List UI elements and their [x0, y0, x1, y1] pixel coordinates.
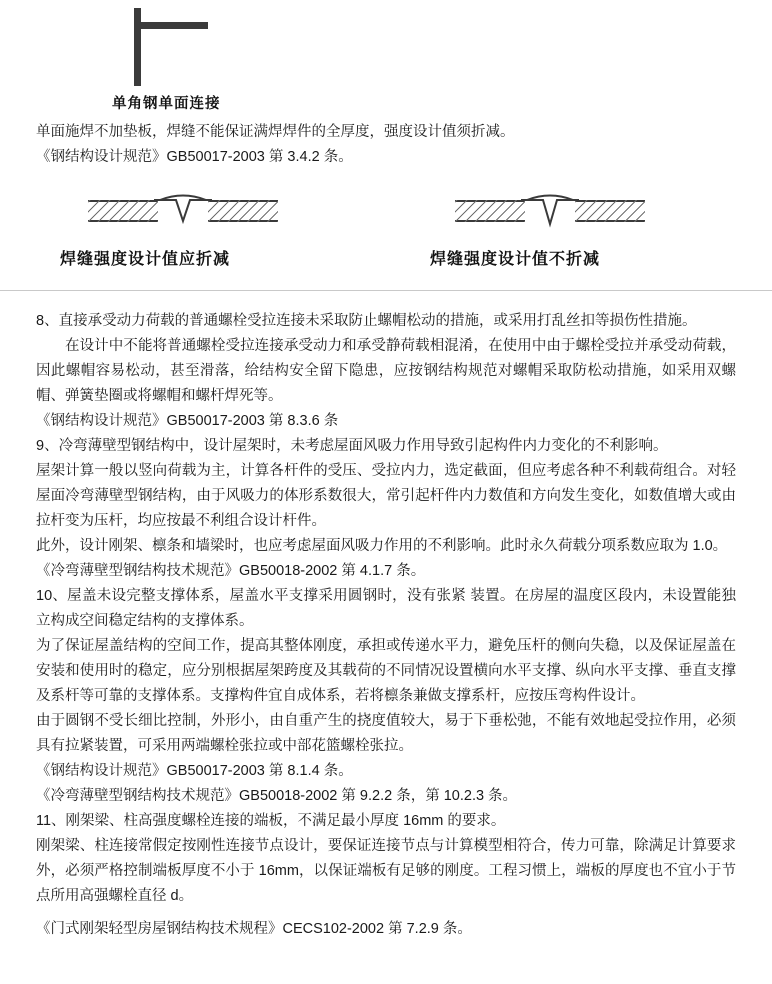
intro-line-1: 单面施焊不加垫板，焊缝不能保证满焊焊件的全厚度，强度设计值须折减。: [36, 124, 515, 140]
item-10-para-1: 为了保证屋盖结构的空间工作，提高其整体刚度，承担或传递水平力，避免压杆的侧向失稳，以及保证屋盖在安装和使用时的稳定，应分别根据屋架跨度及其载荷的不同情况设置横向水平支撑、纵向水平支撑、垂直支撑及系杆等可靠的支撑体系。支撑构件宜自成体系，若将檩条兼做支撑系杆，应按压弯构件设计。: [36, 638, 736, 704]
item-9-para-2: 此外，设计刚架、檩条和墙梁时，也应考虑屋面风吸力作用的不利影响。此时永久荷载分项系数应取为 1.0。: [36, 538, 728, 554]
item-11-para-1: 刚架梁、柱连接常假定按刚性连接节点设计，要保证连接节点与计算模型相符合，传力可靠，除满足计算要求外，必须严格控制端板厚度不小于 16mm，以保证端板有足够的刚度。工程习惯上，端板的厚度也不宜小于节点所用高强螺栓直径 d。: [36, 838, 736, 904]
weld-drawing-left: [88, 184, 278, 244]
item-10-ref-2: 《冷弯薄壁型钢结构技术规范》GB50018-2002 第 9.2.2 条，第 10.2.3 条。: [36, 788, 518, 804]
angle-horizontal-leg: [134, 22, 208, 29]
item-11-ref-1: 《门式刚架轻型房屋钢结构技术规程》CECS102-2002 第 7.2.9 条。: [36, 921, 472, 937]
figure-single-angle-connection: [0, 0, 772, 120]
figure1-caption: 单角钢单面连接: [112, 96, 221, 112]
weld-groove-shape-2: [513, 188, 587, 228]
item-8-para-1: 在设计中不能将普通螺栓受拉连接承受动力和承受静荷载相混淆，在使用中由于螺栓受拉并承受动荷载，因此螺帽容易松动，甚至滑落，给结构安全留下隐患，应按钢结构规范对螺帽采取防松动措施，如采用双螺帽、弹簧垫圈或将螺帽和螺杆焊死等。: [36, 338, 736, 404]
item-9-para-1: 屋架计算一般以竖向荷载为主，计算各杆件的受压、受拉内力，选定截面，但应考虑各种不利载荷组合。对轻屋面冷弯薄壁型钢结构，由于风吸力的体形系数很大，常引起杆件内力数值和方向发生变化，如数值增大或由拉杆变为压杆，均应按最不利组合设计杆件。: [36, 463, 736, 529]
item-9-title: 9、冷弯薄壁型钢结构中，设计屋架时，未考虑屋面风吸力作用导致引起构件内力变化的不利影响。: [36, 438, 668, 454]
angle-steel-drawing: [128, 8, 218, 86]
item-11-title: 11、刚架梁、柱高强度螺栓连接的端板，不满足最小厚度 16mm 的要求。: [36, 813, 506, 829]
item-8-title: 8、直接承受动力荷载的普通螺栓受拉连接未采取防止螺帽松动的措施，或采用打乱丝扣等损伤性措施。: [36, 313, 697, 329]
item-10-para-2: 由于圆钢不受长细比控制，外形小，由自重产生的挠度值较大，易于下垂松弛，不能有效地起受拉作用，必须具有拉紧装置，可采用两端螺栓张拉或中部花篮螺栓张拉。: [36, 713, 736, 754]
figure-weld-details: [0, 184, 772, 280]
weld-drawing-right: [455, 184, 645, 244]
item-10-ref-1: 《钢结构设计规范》GB50017-2003 第 8.1.4 条。: [36, 763, 353, 779]
figure2-caption-right: 焊缝强度设计值不折减: [430, 251, 601, 268]
item-10-title: 10、屋盖未设完整支撑体系，屋盖水平支撑采用圆钢时，没有张紧 装置。在房屋的温度区段内，未设置能独立构成空间稳定结构的支撑体系。: [36, 588, 736, 629]
item-9-ref-1: 《冷弯薄壁型钢结构技术规范》GB50018-2002 第 4.1.7 条。: [36, 563, 426, 579]
weld-groove-shape: [146, 188, 220, 228]
intro-line-2: 《钢结构设计规范》GB50017-2003 第 3.4.2 条。: [36, 149, 353, 165]
item-8-ref-1: 《钢结构设计规范》GB50017-2003 第 8.3.6 条: [36, 413, 339, 429]
angle-vertical-leg: [134, 8, 141, 86]
figure2-caption-left: 焊缝强度设计值应折减: [60, 251, 231, 268]
